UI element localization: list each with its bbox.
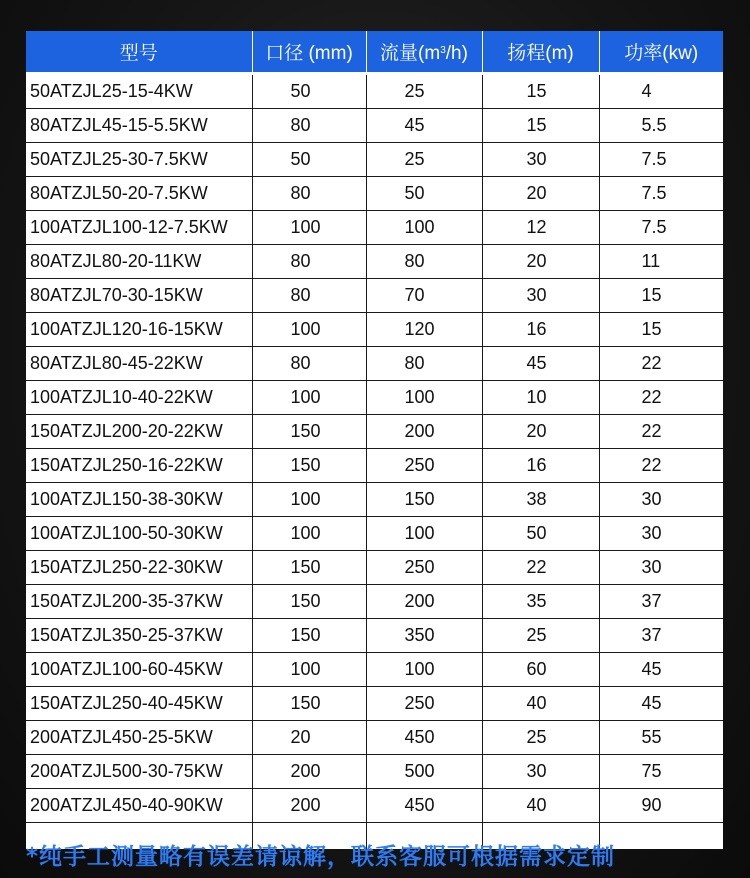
cell-flow: 25	[366, 143, 482, 177]
cell-head: 20	[482, 415, 599, 449]
cell-flow: 100	[366, 517, 482, 551]
cell-power: 30	[599, 517, 723, 551]
cell-power: 55	[599, 721, 723, 755]
header-flow-unit: /h)	[445, 43, 468, 64]
cell-model: 150ATZJL250-16-22KW	[26, 449, 252, 483]
cell-head: 20	[482, 177, 599, 211]
cell-diameter: 150	[252, 449, 366, 483]
cell-head: 25	[482, 619, 599, 653]
cell-power: 4	[599, 74, 723, 109]
table-row	[26, 74, 723, 109]
table-row	[26, 483, 723, 517]
cell-diameter: 200	[252, 755, 366, 789]
spec-table-container	[26, 31, 723, 849]
cell-head: 22	[482, 551, 599, 585]
cell-head: 15	[482, 74, 599, 109]
cell-head: 16	[482, 313, 599, 347]
table-row	[26, 789, 723, 823]
cell-flow: 120	[366, 313, 482, 347]
cell-diameter: 150	[252, 415, 366, 449]
cell-flow: 45	[366, 109, 482, 143]
header-flow-sup: 3	[440, 45, 446, 56]
cell-head: 15	[482, 109, 599, 143]
table-row	[26, 313, 723, 347]
cell-power: 45	[599, 653, 723, 687]
table-row	[26, 619, 723, 653]
table-row	[26, 381, 723, 415]
cell-model: 100ATZJL120-16-15KW	[26, 313, 252, 347]
cell-model: 50ATZJL25-15-4KW	[26, 74, 252, 109]
cell-model: 200ATZJL450-25-5KW	[26, 721, 252, 755]
cell-flow: 80	[366, 347, 482, 381]
cell-power: 7.5	[599, 211, 723, 245]
header-flow	[366, 31, 482, 74]
cell-power: 5.5	[599, 109, 723, 143]
cell-diameter: 80	[252, 109, 366, 143]
cell-head: 10	[482, 381, 599, 415]
cell-flow: 50	[366, 177, 482, 211]
cell-power: 11	[599, 245, 723, 279]
cell-diameter: 80	[252, 347, 366, 381]
cell-head: 20	[482, 245, 599, 279]
cell-model: 100ATZJL100-60-45KW	[26, 653, 252, 687]
cell-model: 150ATZJL250-22-30KW	[26, 551, 252, 585]
table-row	[26, 211, 723, 245]
cell-power: 30	[599, 483, 723, 517]
cell-diameter: 50	[252, 143, 366, 177]
cell-diameter: 80	[252, 245, 366, 279]
cell-model: 200ATZJL450-40-90KW	[26, 789, 252, 823]
cell-diameter: 200	[252, 789, 366, 823]
cell-head: 38	[482, 483, 599, 517]
cell-flow: 150	[366, 483, 482, 517]
cell-model: 80ATZJL80-20-11KW	[26, 245, 252, 279]
table-row	[26, 347, 723, 381]
table-row	[26, 449, 723, 483]
table-row	[26, 245, 723, 279]
cell-diameter: 80	[252, 279, 366, 313]
cell-head: 30	[482, 143, 599, 177]
cell-flow: 250	[366, 687, 482, 721]
cell-model: 100ATZJL100-12-7.5KW	[26, 211, 252, 245]
cell-head: 50	[482, 517, 599, 551]
cell-flow: 450	[366, 721, 482, 755]
disclaimer-note: *纯手工测量略有误差请谅解，联系客服可根据需求定制	[26, 844, 616, 870]
cell-flow: 100	[366, 381, 482, 415]
cell-power: 22	[599, 449, 723, 483]
cell-head: 40	[482, 687, 599, 721]
cell-head: 25	[482, 721, 599, 755]
cell-power: 75	[599, 755, 723, 789]
cell-model: 80ATZJL80-45-22KW	[26, 347, 252, 381]
cell-model: 150ATZJL200-20-22KW	[26, 415, 252, 449]
table-row	[26, 415, 723, 449]
cell-flow: 70	[366, 279, 482, 313]
cell-flow: 100	[366, 653, 482, 687]
cell-flow: 450	[366, 789, 482, 823]
cell-power: 15	[599, 313, 723, 347]
cell-diameter: 100	[252, 211, 366, 245]
header-head: 扬程(m)	[482, 31, 599, 74]
cell-model: 50ATZJL25-30-7.5KW	[26, 143, 252, 177]
cell-power: 22	[599, 415, 723, 449]
cell-head: 30	[482, 279, 599, 313]
table-row	[26, 551, 723, 585]
cell-flow: 100	[366, 211, 482, 245]
table-row	[26, 109, 723, 143]
cell-model: 80ATZJL70-30-15KW	[26, 279, 252, 313]
cell-power: 37	[599, 585, 723, 619]
header-diameter: 口径 (mm)	[252, 31, 366, 74]
cell-power: 7.5	[599, 143, 723, 177]
cell-head: 16	[482, 449, 599, 483]
cell-power: 15	[599, 279, 723, 313]
cell-head: 30	[482, 755, 599, 789]
header-flow-text: 流量(m	[380, 43, 441, 64]
cell-diameter: 100	[252, 381, 366, 415]
cell-diameter: 100	[252, 313, 366, 347]
cell-model: 80ATZJL50-20-7.5KW	[26, 177, 252, 211]
table-body	[26, 74, 723, 850]
table-row	[26, 279, 723, 313]
cell-diameter: 150	[252, 619, 366, 653]
cell-power: 22	[599, 347, 723, 381]
cell-diameter: 100	[252, 517, 366, 551]
cell-power: 22	[599, 381, 723, 415]
cell-power: 45	[599, 687, 723, 721]
cell-model: 150ATZJL250-40-45KW	[26, 687, 252, 721]
cell-flow: 80	[366, 245, 482, 279]
cell-diameter: 150	[252, 585, 366, 619]
cell-diameter: 50	[252, 74, 366, 109]
cell-power: 90	[599, 789, 723, 823]
cell-head: 40	[482, 789, 599, 823]
table-row	[26, 653, 723, 687]
cell-model: 150ATZJL350-25-37KW	[26, 619, 252, 653]
table-row	[26, 755, 723, 789]
cell-diameter: 100	[252, 483, 366, 517]
table-row	[26, 721, 723, 755]
cell-model: 100ATZJL150-38-30KW	[26, 483, 252, 517]
cell-head: 45	[482, 347, 599, 381]
cell-flow: 250	[366, 449, 482, 483]
table-row	[26, 143, 723, 177]
cell-flow: 250	[366, 551, 482, 585]
cell-model: 80ATZJL45-15-5.5KW	[26, 109, 252, 143]
cell-head: 60	[482, 653, 599, 687]
cell-diameter: 80	[252, 177, 366, 211]
cell-flow: 200	[366, 415, 482, 449]
cell-head: 12	[482, 211, 599, 245]
cell-diameter: 150	[252, 687, 366, 721]
cell-model: 100ATZJL10-40-22KW	[26, 381, 252, 415]
table-header-row	[26, 31, 723, 74]
pump-spec-table	[26, 31, 723, 849]
cell-head: 35	[482, 585, 599, 619]
cell-model: 150ATZJL200-35-37KW	[26, 585, 252, 619]
cell-flow: 25	[366, 74, 482, 109]
cell-power: 37	[599, 619, 723, 653]
cell-power: 30	[599, 551, 723, 585]
cell-diameter: 150	[252, 551, 366, 585]
cell-model: 200ATZJL500-30-75KW	[26, 755, 252, 789]
header-power: 功率(kw)	[599, 31, 723, 74]
header-model: 型号	[26, 31, 252, 74]
table-row	[26, 687, 723, 721]
cell-model: 100ATZJL100-50-30KW	[26, 517, 252, 551]
cell-flow: 200	[366, 585, 482, 619]
cell-diameter: 20	[252, 721, 366, 755]
table-row	[26, 517, 723, 551]
cell-diameter: 100	[252, 653, 366, 687]
table-row	[26, 177, 723, 211]
cell-power: 7.5	[599, 177, 723, 211]
cell-flow: 500	[366, 755, 482, 789]
cell-flow: 350	[366, 619, 482, 653]
table-row	[26, 585, 723, 619]
